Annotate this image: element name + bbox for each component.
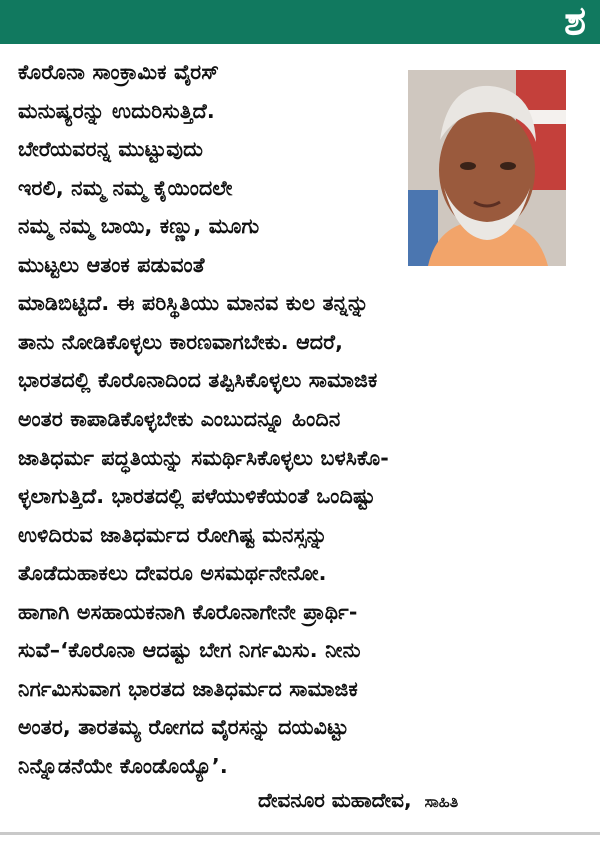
article-line: ಹಾಗಾಗಿ ಅಸಹಾಯಕನಾಗಿ ಕೊರೊನಾಗೇನೇ ಪ್ರಾರ್ಥಿ- xyxy=(18,599,358,624)
article-line: ಮನುಷ್ಯರನ್ನು ಉದುರಿಸುತ್ತಿದೆ. xyxy=(18,98,215,123)
article-line: ಉಳಿದಿರುವ ಜಾತಿಧರ್ಮದ ರೋಗಿಷ್ಟ ಮನಸ್ಸನ್ನು xyxy=(18,522,328,547)
article-line: ತೊಡೆದುಹಾಕಲು ದೇವರೂ ಅಸಮರ್ಥನೇನೋ. xyxy=(18,561,327,586)
article-line: ಕೊರೊನಾ ಸಾಂಕ್ರಾಮಿಕ ವೈರಸ್ xyxy=(18,60,220,84)
article-line: ಭಾರತದಲ್ಲಿ ಕೊರೊನಾದಿಂದ ತಪ್ಪಿಸಿಕೊಳ್ಳಲು ಸಾಮಾಜಿಕ xyxy=(18,368,378,393)
section-glyph: ಶ xyxy=(564,0,586,44)
article-line: ಮುಟ್ಟಲು ಆತಂಕ ಪಡುವಂತೆ xyxy=(18,252,205,277)
article-line: ಬೇರೆಯವರನ್ನ ಮುಟ್ಟುವುದು xyxy=(18,137,204,162)
author-photo xyxy=(408,70,566,266)
article-line: ನಮ್ಮ ನಮ್ಮ ಬಾಯಿ, ಕಣ್ಣು, ಮೂಗು xyxy=(18,214,260,239)
header-bar xyxy=(0,0,600,44)
article-line: ಜಾತಿಧರ್ಮ ಪದ್ಧತಿಯನ್ನು ಸಮರ್ಥಿಸಿಕೊಳ್ಳಲು ಬಳಸಿಕೊ- xyxy=(18,445,390,470)
article-line: ಸುವೆ–‘ಕೊರೊನಾ ಆದಷ್ಟು ಬೇಗ ನಿರ್ಗಮಿಸು. ನೀನು xyxy=(18,638,361,663)
author-portrait-illustration xyxy=(408,70,566,266)
signature xyxy=(258,788,458,812)
article-line: ನಿನ್ನೊಡನೆಯೇ ಕೊಂಡೊಯ್ಯೊ’. xyxy=(18,754,228,778)
article-line: ತಾನು ನೋಡಿಕೊಳ್ಳಲು ಕಾರಣವಾಗಬೇಕು. ಆದರೆ, xyxy=(18,329,344,354)
bottom-divider xyxy=(0,832,600,835)
article-line: ನಿರ್ಗಮಿಸುವಾಗ ಭಾರತದ ಜಾತಿಧರ್ಮದ ಸಾಮಾಜಿಕ xyxy=(18,676,358,701)
article-line: ಅಂತರ ಕಾಪಾಡಿಕೊಳ್ಳಬೇಕು ಎಂಬುದನ್ನೂ ಹಿಂದಿನ xyxy=(18,407,341,431)
author-role: ಸಾಹಿತಿ xyxy=(424,792,459,811)
article-line: ಮಾಡಿಬಿಟ್ಟಿದೆ. ಈ ಪರಿಸ್ಥಿತಿಯು ಮಾನವ ಕುಲ ತನ್ನನ್ನು xyxy=(18,291,369,316)
article-line: ಳ್ಳಲಾಗುತ್ತಿದೆ. ಭಾರತದಲ್ಲಿ ಪಳೆಯುಳಿಕೆಯಂತೆ ಒಂದಿಷ್ಟು xyxy=(18,484,376,509)
article-line: ಅಂತರ, ತಾರತಮ್ಯ ರೋಗದ ವೈರಸನ್ನು ದಯವಿಟ್ಟು xyxy=(18,715,349,740)
article-line: ಇರಲಿ, ನಮ್ಮ ನಮ್ಮ ಕೈಯಿಂದಲೇ xyxy=(18,175,233,200)
author-name: ದೇವನೂರ ಮಹಾದೇವ, xyxy=(258,788,412,812)
